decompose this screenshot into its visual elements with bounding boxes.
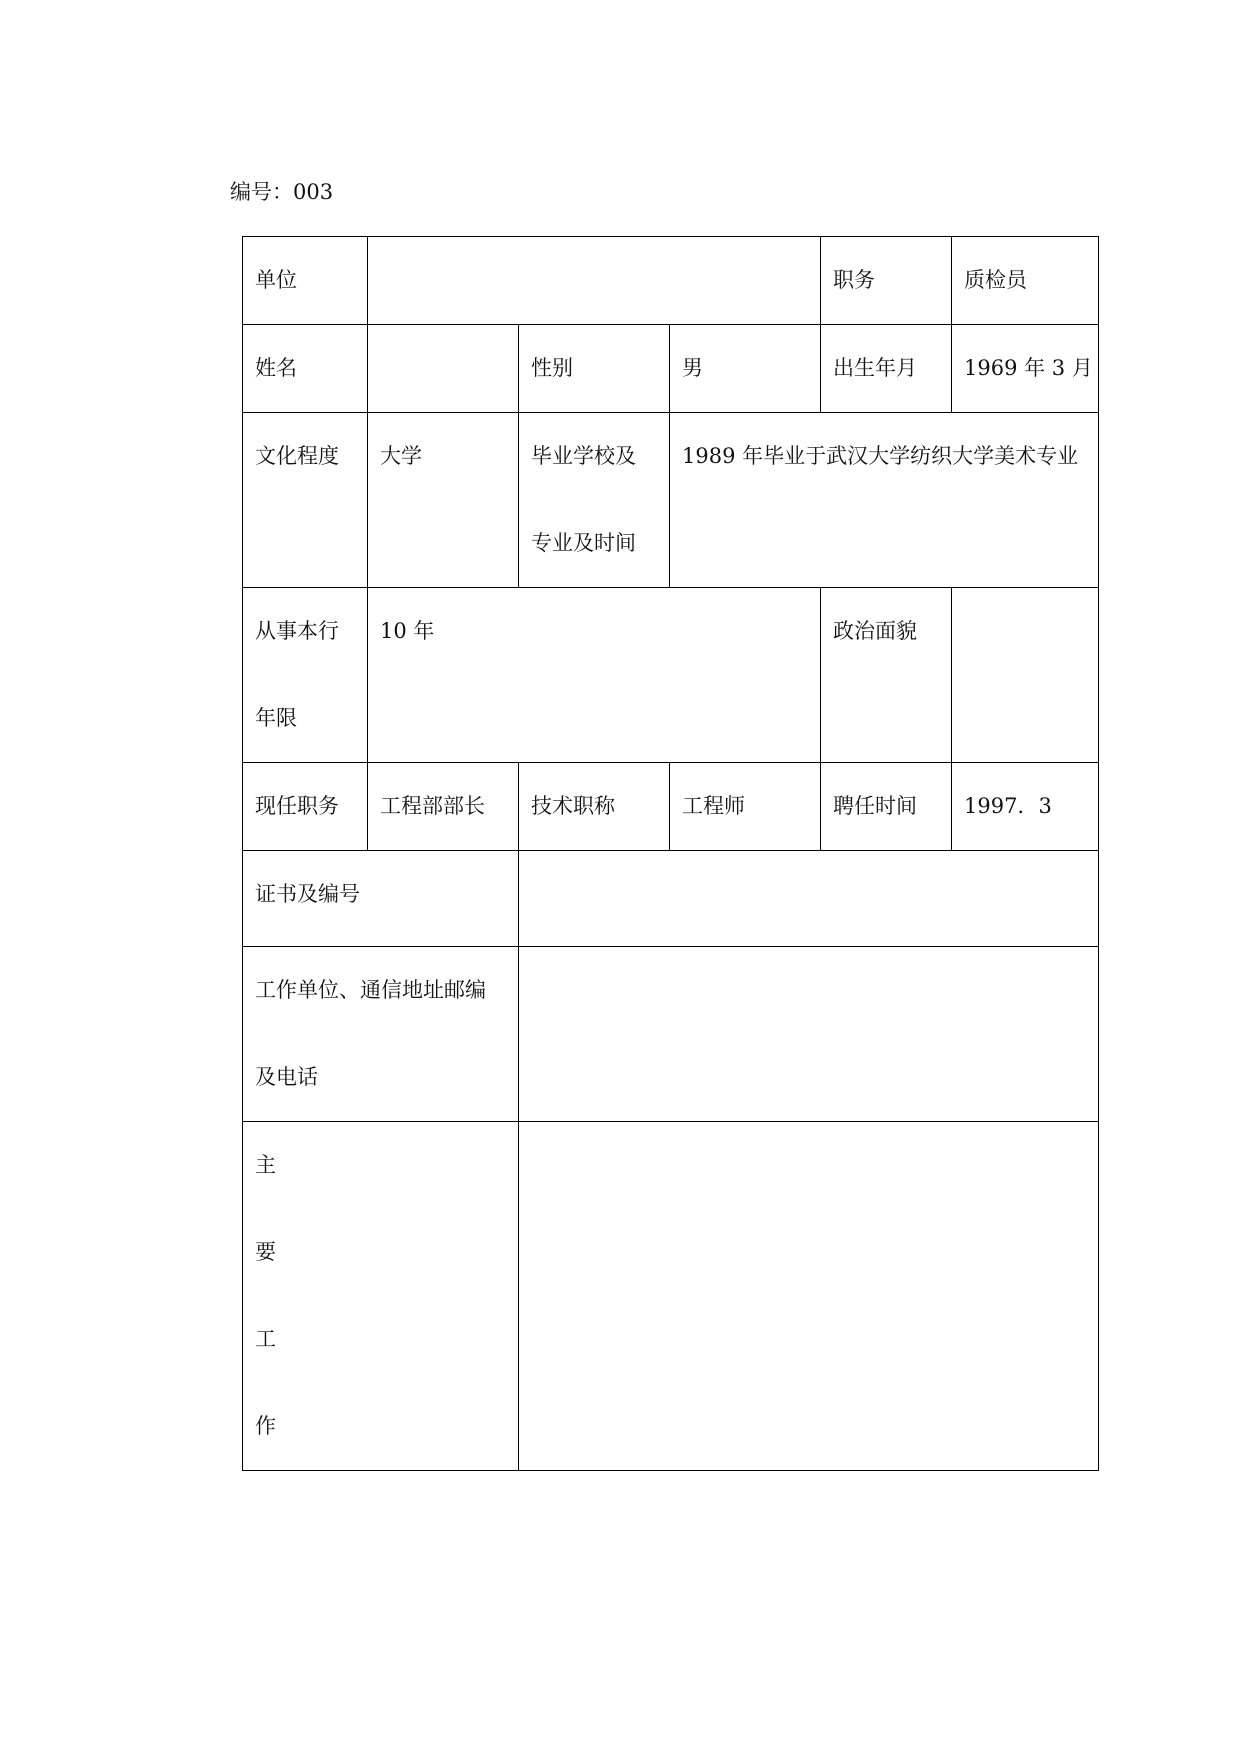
school-label	[519, 413, 670, 588]
main-work-label-char-2: 要	[255, 1240, 276, 1264]
certificate-value[interactable]	[519, 851, 1099, 947]
personnel-info-table	[242, 236, 1099, 1471]
unit-value[interactable]	[368, 237, 821, 325]
birth-label: 出生年月	[821, 325, 952, 413]
contact-label-line-1: 工作单位、通信地址邮编	[255, 978, 486, 1002]
row-position	[243, 763, 1099, 851]
gender-label: 性别	[519, 325, 670, 413]
main-work-label-char-4: 作	[255, 1414, 276, 1438]
years-label	[243, 588, 368, 763]
gender-value[interactable]: 男	[670, 325, 821, 413]
education-value[interactable]: 大学	[368, 413, 519, 588]
row-contact	[243, 947, 1099, 1122]
certificate-label: 证书及编号	[243, 851, 519, 947]
political-label: 政治面貌	[821, 588, 952, 763]
school-label-line-1: 毕业学校及	[531, 444, 636, 468]
years-value[interactable]: 10 年	[368, 588, 821, 763]
education-label: 文化程度	[243, 413, 368, 588]
duty-value[interactable]: 质检员	[952, 237, 1099, 325]
main-work-value[interactable]	[519, 1122, 1099, 1471]
birth-value[interactable]: 1969 年 3 月	[952, 325, 1099, 413]
row-name	[243, 325, 1099, 413]
school-label-line-2: 专业及时间	[531, 531, 636, 555]
school-value[interactable]: 1989 年毕业于武汉大学纺织大学美术专业	[670, 413, 1099, 588]
main-work-label-char-3: 工	[255, 1327, 276, 1351]
main-work-label-char-1: 主	[255, 1153, 276, 1177]
duty-label: 职务	[821, 237, 952, 325]
contact-value[interactable]	[519, 947, 1099, 1122]
row-unit	[243, 237, 1099, 325]
years-label-line-1: 从事本行	[255, 619, 339, 643]
current-position-label: 现任职务	[243, 763, 368, 851]
row-main-work	[243, 1122, 1099, 1471]
contact-label	[243, 947, 519, 1122]
row-certificate	[243, 851, 1099, 947]
years-label-line-2: 年限	[255, 706, 297, 730]
document-number: 编号：003	[230, 180, 334, 204]
name-value[interactable]	[368, 325, 519, 413]
main-work-label	[243, 1122, 519, 1471]
row-years	[243, 588, 1099, 763]
tech-title-value[interactable]: 工程师	[670, 763, 821, 851]
current-position-value[interactable]: 工程部部长	[368, 763, 519, 851]
hire-time-value[interactable]: 1997．3	[952, 763, 1099, 851]
political-value[interactable]	[952, 588, 1099, 763]
hire-time-label: 聘任时间	[821, 763, 952, 851]
contact-label-line-2: 及电话	[255, 1065, 318, 1089]
tech-title-label: 技术职称	[519, 763, 670, 851]
row-education	[243, 413, 1099, 588]
unit-label: 单位	[243, 237, 368, 325]
name-label: 姓名	[243, 325, 368, 413]
